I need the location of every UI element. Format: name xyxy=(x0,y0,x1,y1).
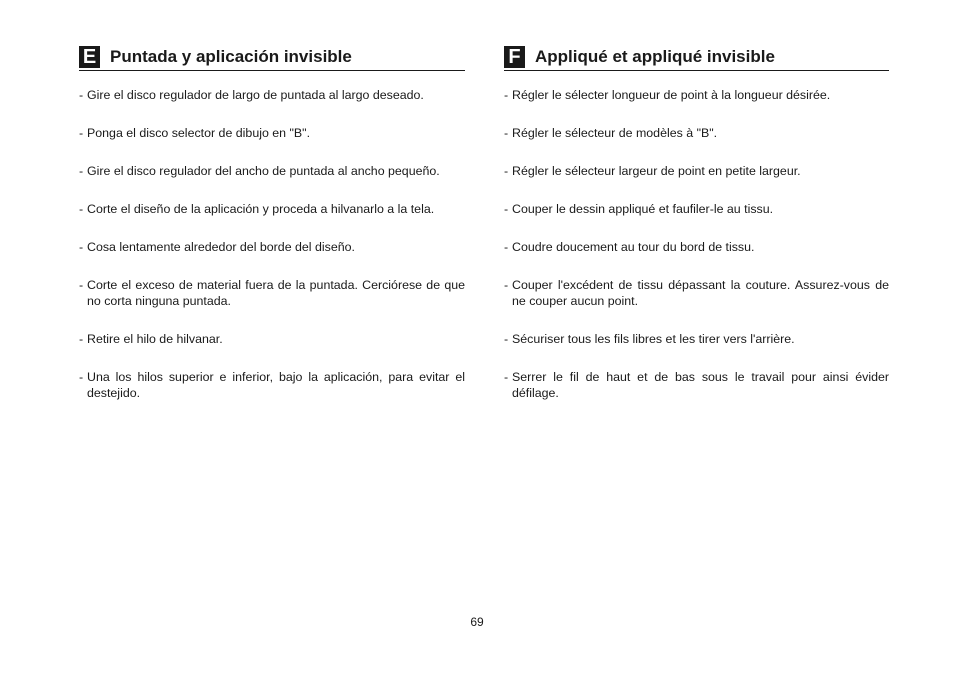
list-item: - Cosa lentamente alrededor del borde del diseño. xyxy=(79,240,355,254)
list-item: - Corte el diseño de la aplicación y proceda a hilvanarlo a la tela. xyxy=(79,202,435,216)
french-section-header xyxy=(504,45,889,71)
list-item: - Corte el exceso de material fuera de la puntada. Cerciórese de que no corta ninguna puntada. xyxy=(79,278,465,308)
spanish-section-header xyxy=(79,45,465,71)
french-column xyxy=(504,45,889,400)
page-number: 69 xyxy=(470,615,484,629)
spanish-column xyxy=(79,45,465,400)
list-item: - Régler le sélecteur largeur de point en petite largeur. xyxy=(504,164,801,178)
french-section-title: Appliqué et appliqué invisible xyxy=(535,47,775,66)
spanish-section-title: Puntada y aplicación invisible xyxy=(110,47,352,66)
language-badge-f: F xyxy=(504,46,525,68)
list-item: - Sécuriser tous les fils libres et les tirer vers l'arrière. xyxy=(504,332,795,346)
language-badge-e: E xyxy=(79,46,100,68)
list-item: - Couper l'excédent de tissu dépassant la couture. Assurez-vous de ne couper aucun point. xyxy=(504,278,889,308)
list-item: - Gire el disco regulador de largo de puntada al largo deseado. xyxy=(79,88,424,102)
list-item: - Retire el hilo de hilvanar. xyxy=(79,332,223,346)
list-item: - Una los hilos superior e inferior, bajo la aplicación, para evitar el destejido. xyxy=(79,370,465,400)
list-item: - Couper le dessin appliqué et faufiler-le au tissu. xyxy=(504,202,774,216)
list-item: - Régler le sélecteur de modèles à "B". xyxy=(504,126,718,140)
list-item: - Coudre doucement au tour du bord de tissu. xyxy=(504,240,755,254)
list-item: - Régler le sélecter longueur de point à la longueur désirée. xyxy=(504,88,831,102)
list-item: - Ponga el disco selector de dibujo en "B". xyxy=(79,126,311,140)
list-item: - Gire el disco regulador del ancho de puntada al ancho pequeño. xyxy=(79,164,440,178)
list-item: - Serrer le fil de haut et de bas sous le travail pour ainsi évider défilage. xyxy=(504,370,889,400)
